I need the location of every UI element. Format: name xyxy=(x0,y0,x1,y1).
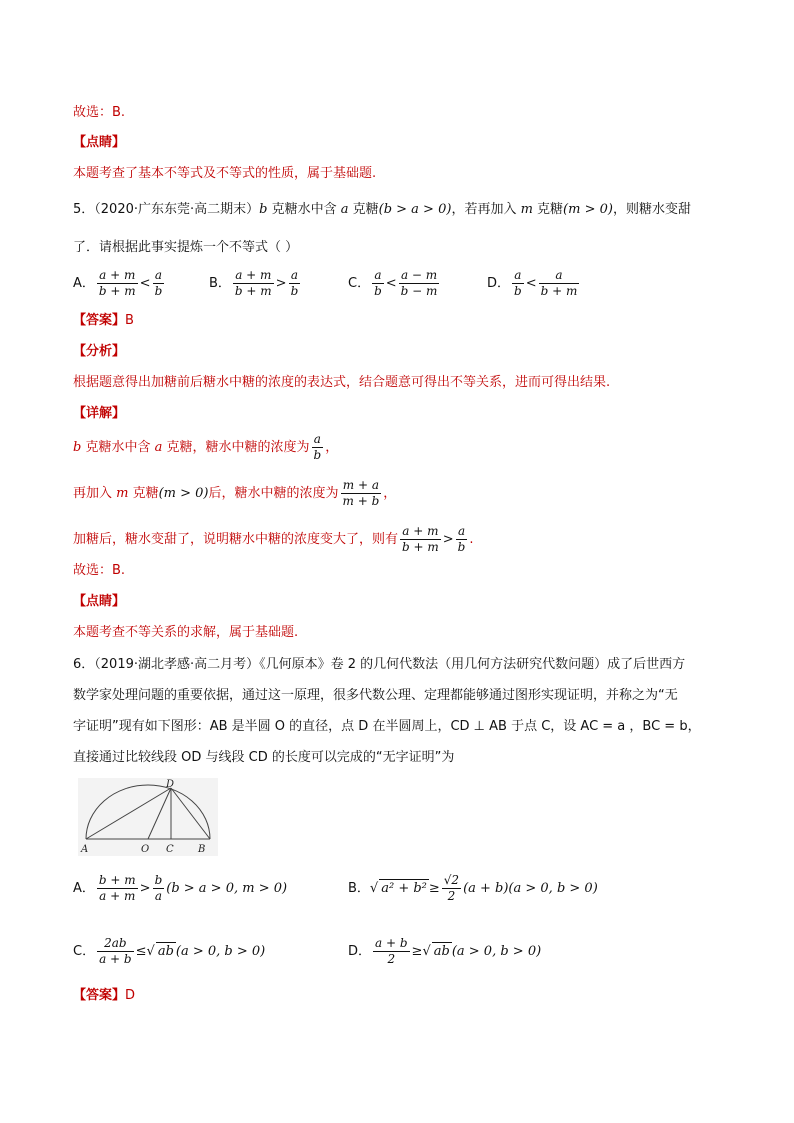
q5-analysis-heading: 【分析】 xyxy=(73,344,126,359)
label-b: B xyxy=(198,844,206,855)
q5-detail-line1: b 克糖水中含 a 克糖，糖水中糖的浓度为 $\frac{a}{b}$ ， xyxy=(73,432,339,462)
q5-option-b[interactable]: B． $\frac{a + m}{b + m}$ > $\frac{a}{b}$ xyxy=(209,268,299,298)
q5-stem-line1: 5．（2020·广东东莞·高二期末）b 克糖水中含 a 克糖(b > a > 0)，若再加入 m 克糖(m > 0)，则糖水变甜 xyxy=(73,202,691,217)
label-c: C xyxy=(166,844,174,855)
q5-detail-line3: 加糖后，糖水变甜了，说明糖水中糖的浓度变大了，则有 $\frac{a + m}{b + m}$ > $\frac{a}{b}$ . xyxy=(73,524,474,554)
q5-detail-heading: 【详解】 xyxy=(73,406,126,421)
q4-comment-heading: 【点睛】 xyxy=(73,135,126,150)
q5-option-c[interactable]: C． $\frac{a}{b}$ < $\frac{a - m}{b - m}$ xyxy=(348,268,438,298)
q6-option-a[interactable]: A． $\frac{b + m}{a + m}$ > $\frac{b}{a}$ (b > a > 0, m > 0) xyxy=(73,873,288,903)
q5-comment: 本题考查不等关系的求解，属于基础题. xyxy=(73,625,299,640)
q5-option-d[interactable]: D． $\frac{a}{b}$ < $\frac{a}{b + m}$ xyxy=(487,268,578,298)
q4-choice: 故选：B. xyxy=(73,105,126,120)
q6-option-d[interactable]: D． $\frac{a + b}{2}$ ≥√ ab (a > 0, b > 0) xyxy=(348,936,542,966)
q6-stem-line3: 字证明”现有如下图形：AB 是半圆 O 的直径，点 D 在半圆周上，CD ⊥ AB 于点 C，设 AC = a ，BC = b， xyxy=(73,719,701,734)
q5-answer: 【答案】B xyxy=(73,313,134,328)
q6-option-b[interactable]: B．√ a² + b² ≥ $\frac{√2}{2}$ (a + b)(a > 0, b > 0) xyxy=(348,873,598,903)
q4-comment: 本题考查了基本不等式及不等式的性质，属于基础题. xyxy=(73,166,377,181)
label-o: O xyxy=(141,844,150,855)
q6-option-c[interactable]: C． $\frac{2ab}{a + b}$ ≤√ ab (a > 0, b > 0) xyxy=(73,936,266,966)
q5-choice: 故选：B. xyxy=(73,563,126,578)
q5-comment-heading: 【点睛】 xyxy=(73,594,126,609)
q5-detail-line2: 再加入 m 克糖(m > 0)后，糖水中糖的浓度为 $\frac{m + a}{m + b}$ ， xyxy=(73,478,397,508)
q5-option-a[interactable]: A． $\frac{a + m}{b + m}$ < $\frac{a}{b}$ xyxy=(73,268,163,298)
q5-stem-line2: 了．请根据此事实提炼一个不等式（ ） xyxy=(73,240,299,255)
label-a: A xyxy=(81,844,89,855)
q6-stem-line2: 数学家处理问题的重要依据，通过这一原理，很多代数公理、定理都能够通过图形实现证明，并称之为“无 xyxy=(73,688,678,703)
semicircle-figure xyxy=(78,778,218,856)
q5-analysis: 根据题意得出加糖前后糖水中糖的浓度的表达式，结合题意可得出不等关系，进而可得出结果. xyxy=(73,375,611,390)
q6-stem-line4: 直接通过比较线段 OD 与线段 CD 的长度可以完成的“无字证明”为 xyxy=(73,750,455,765)
q6-answer: 【答案】D xyxy=(73,988,136,1003)
label-d: D xyxy=(166,779,175,790)
q6-stem-line1: 6．（2019·湖北孝感·高二月考）《几何原本》卷 2 的几何代数法（用几何方法研究代数问题）成了后世西方 xyxy=(73,657,686,672)
